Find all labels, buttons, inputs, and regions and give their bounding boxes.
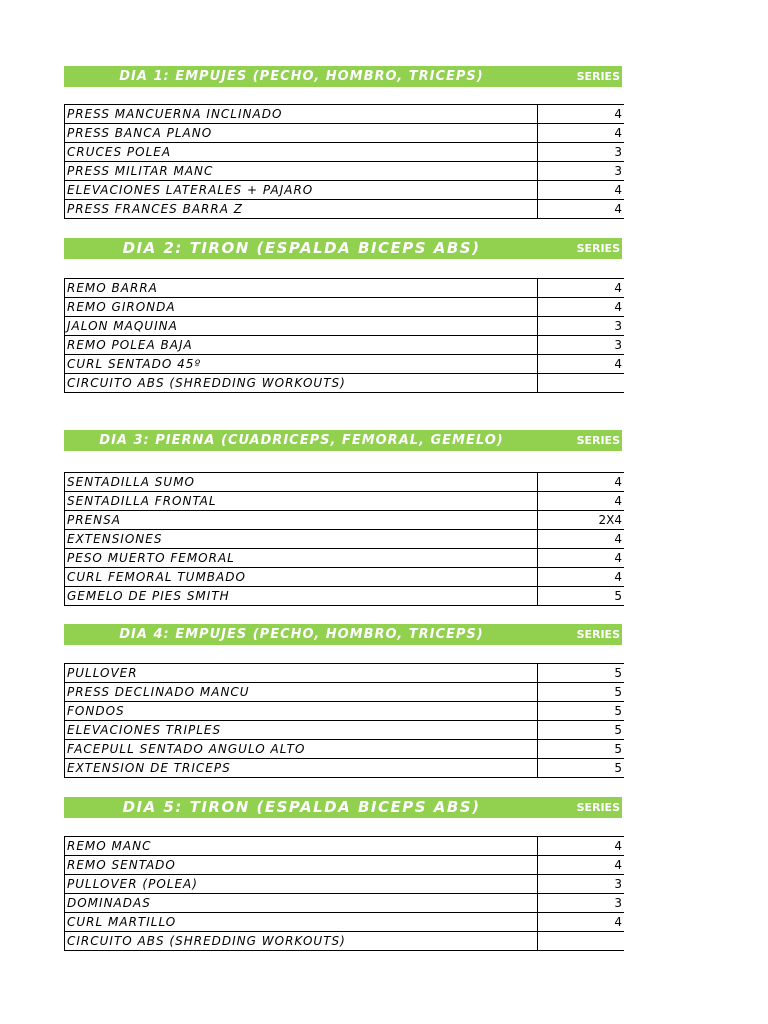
table-row xyxy=(65,683,625,702)
table-row xyxy=(65,875,625,894)
day-header xyxy=(64,66,622,87)
table-row xyxy=(65,932,625,951)
exercise-series: 4 xyxy=(538,105,625,124)
exercise-name: CRUCES POLEA xyxy=(65,143,538,162)
exercise-name: REMO MANC xyxy=(65,837,538,856)
day-section-5 xyxy=(64,797,622,948)
table-row xyxy=(65,549,625,568)
day-title: DIA 4: EMPUJES (PECHO, HOMBRO, TRICEPS) xyxy=(119,627,484,642)
exercise-name: CURL SENTADO 45º xyxy=(65,355,538,374)
exercise-series: 3 xyxy=(538,317,625,336)
exercise-name: SENTADILLA SUMO xyxy=(65,473,538,492)
exercise-name: EXTENSIONES xyxy=(65,530,538,549)
exercise-name: CIRCUITO ABS (SHREDDING WORKOUTS) xyxy=(65,374,538,393)
exercise-name: PULLOVER (POLEA) xyxy=(65,875,538,894)
exercise-name: PRESS MILITAR MANC xyxy=(65,162,538,181)
exercise-series: 4 xyxy=(538,568,625,587)
exercise-name: CURL MARTILLO xyxy=(65,913,538,932)
exercise-series: 4 xyxy=(538,124,625,143)
exercise-name: ELEVACIONES LATERALES + PAJARO xyxy=(65,181,538,200)
table-row xyxy=(65,721,625,740)
exercise-series: 4 xyxy=(538,856,625,875)
table-row xyxy=(65,162,625,181)
exercise-table xyxy=(64,472,624,606)
series-column-header: SERIES xyxy=(576,70,620,83)
exercise-name: FONDOS xyxy=(65,702,538,721)
table-row xyxy=(65,279,625,298)
exercise-series: 5 xyxy=(538,664,625,683)
table-row xyxy=(65,702,625,721)
table-row xyxy=(65,894,625,913)
series-column-header: SERIES xyxy=(576,434,620,447)
exercise-series: 5 xyxy=(538,740,625,759)
exercise-series: 4 xyxy=(538,200,625,219)
day-title: DIA 5: TIRON (ESPALDA BICEPS ABS) xyxy=(122,798,481,816)
series-column-header: SERIES xyxy=(576,628,620,641)
exercise-name: GEMELO DE PIES SMITH xyxy=(65,587,538,606)
exercise-name: REMO SENTADO xyxy=(65,856,538,875)
exercise-table xyxy=(64,663,624,778)
exercise-series: 4 xyxy=(538,913,625,932)
exercise-series: 4 xyxy=(538,492,625,511)
series-column-header: SERIES xyxy=(576,801,620,814)
exercise-series: 3 xyxy=(538,894,625,913)
exercise-name: PESO MUERTO FEMORAL xyxy=(65,549,538,568)
exercise-series: 4 xyxy=(538,549,625,568)
table-row xyxy=(65,374,625,393)
exercise-series: 3 xyxy=(538,875,625,894)
exercise-name: REMO POLEA BAJA xyxy=(65,336,538,355)
exercise-series: 5 xyxy=(538,702,625,721)
day-header xyxy=(64,624,622,645)
table-row xyxy=(65,143,625,162)
exercise-series: 4 xyxy=(538,837,625,856)
exercise-table xyxy=(64,278,624,393)
exercise-series: 4 xyxy=(538,181,625,200)
exercise-series xyxy=(538,374,625,393)
day-section-4 xyxy=(64,624,622,775)
exercise-series: 4 xyxy=(538,473,625,492)
day-section-2 xyxy=(64,238,622,390)
table-row xyxy=(65,124,625,143)
table-row xyxy=(65,105,625,124)
exercise-series: 3 xyxy=(538,336,625,355)
table-row xyxy=(65,200,625,219)
exercise-name: REMO BARRA xyxy=(65,279,538,298)
exercise-name: PRESS BANCA PLANO xyxy=(65,124,538,143)
exercise-name: FACEPULL SENTADO ANGULO ALTO xyxy=(65,740,538,759)
exercise-series: 4 xyxy=(538,279,625,298)
exercise-series: 5 xyxy=(538,587,625,606)
exercise-series: 2X4 xyxy=(538,511,625,530)
exercise-name: JALON MAQUINA xyxy=(65,317,538,336)
exercise-series: 3 xyxy=(538,162,625,181)
exercise-series: 5 xyxy=(538,721,625,740)
exercise-name: PRESS MANCUERNA INCLINADO xyxy=(65,105,538,124)
exercise-series: 5 xyxy=(538,683,625,702)
table-row xyxy=(65,317,625,336)
day-title: DIA 2: TIRON (ESPALDA BICEPS ABS) xyxy=(122,239,481,257)
day-header xyxy=(64,238,622,259)
exercise-name: PULLOVER xyxy=(65,664,538,683)
exercise-table xyxy=(64,836,624,951)
table-row xyxy=(65,913,625,932)
exercise-name: REMO GIRONDA xyxy=(65,298,538,317)
table-row xyxy=(65,530,625,549)
exercise-name: ELEVACIONES TRIPLES xyxy=(65,721,538,740)
exercise-name: CIRCUITO ABS (SHREDDING WORKOUTS) xyxy=(65,932,538,951)
exercise-series: 4 xyxy=(538,355,625,374)
table-row xyxy=(65,664,625,683)
table-row xyxy=(65,355,625,374)
table-row xyxy=(65,740,625,759)
day-section-1 xyxy=(64,66,622,216)
table-row xyxy=(65,298,625,317)
exercise-series: 4 xyxy=(538,298,625,317)
table-row xyxy=(65,759,625,778)
exercise-series xyxy=(538,932,625,951)
table-row xyxy=(65,473,625,492)
day-header xyxy=(64,797,622,818)
day-title: DIA 3: PIERNA (CUADRICEPS, FEMORAL, GEMELO) xyxy=(99,433,504,448)
exercise-name: PRESS DECLINADO MANCU xyxy=(65,683,538,702)
table-row xyxy=(65,856,625,875)
exercise-name: PRESS FRANCES BARRA Z xyxy=(65,200,538,219)
table-row xyxy=(65,181,625,200)
exercise-name: SENTADILLA FRONTAL xyxy=(65,492,538,511)
day-header xyxy=(64,430,622,451)
exercise-series: 3 xyxy=(538,143,625,162)
exercise-name: PRENSA xyxy=(65,511,538,530)
exercise-name: EXTENSION DE TRICEPS xyxy=(65,759,538,778)
day-section-3 xyxy=(64,430,622,603)
exercise-table xyxy=(64,104,624,219)
table-row xyxy=(65,492,625,511)
table-row xyxy=(65,587,625,606)
table-row xyxy=(65,837,625,856)
exercise-series: 4 xyxy=(538,530,625,549)
series-column-header: SERIES xyxy=(576,242,620,255)
table-row xyxy=(65,511,625,530)
day-title: DIA 1: EMPUJES (PECHO, HOMBRO, TRICEPS) xyxy=(119,69,484,84)
exercise-name: DOMINADAS xyxy=(65,894,538,913)
exercise-series: 5 xyxy=(538,759,625,778)
table-row xyxy=(65,336,625,355)
exercise-name: CURL FEMORAL TUMBADO xyxy=(65,568,538,587)
table-row xyxy=(65,568,625,587)
